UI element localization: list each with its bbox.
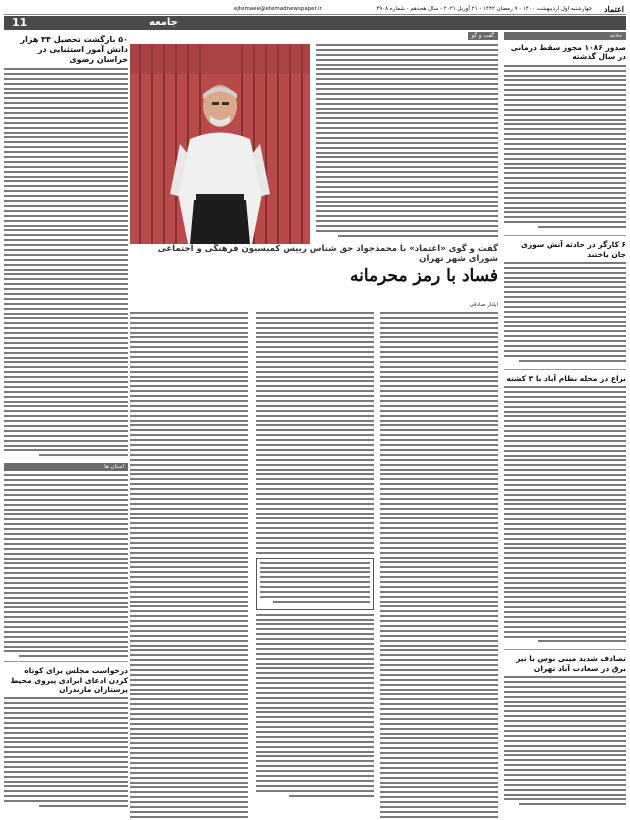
main-body-col-3 <box>130 312 248 820</box>
left-story-2 <box>4 666 128 807</box>
main-tag: گفت و گو <box>468 32 498 40</box>
main-intro-text <box>316 44 498 240</box>
left-column <box>4 32 128 812</box>
right-story-2 <box>504 240 626 362</box>
section-title: جامعه <box>149 17 178 28</box>
main-interview <box>130 32 498 812</box>
left-provinces-body <box>4 474 128 657</box>
main-body-col-1 <box>380 312 498 820</box>
left-story-1-headline: ۵۰ بازگشت تحصیل ۳۴ هزار دانش آموز استثنایی در خراسان رضوی <box>20 35 128 64</box>
section-bar <box>4 16 626 30</box>
left-story-2-headline: درخواست مجلس برای کوتاه کردن ادعای ایرادی پیروی محیط پرستاران مازندران <box>10 666 128 695</box>
pull-quote <box>256 558 374 610</box>
main-body-col-2 <box>256 312 374 800</box>
left-column-tag: استان ها <box>4 463 128 471</box>
newspaper-header <box>4 4 626 30</box>
header-top-strip <box>4 4 626 15</box>
right-story-1-headline: صدور ۱۰۸۶ مجوز سقط درمانی در سال گذشته <box>510 43 626 62</box>
right-story-2-headline: ۶ کارگر در حادثه آتش سوزی جان باختند <box>520 240 626 259</box>
right-story-4-body <box>504 676 626 805</box>
masthead-logo: اعتماد <box>603 4 624 14</box>
main-title: فساد با رمز محرمانه <box>350 266 498 286</box>
main-supertitle: گفت و گوی «اعتماد» با محمدجواد حق شناس رییس کمیسیون فرهنگی و اجتماعی شورای شهر تهران <box>157 244 498 264</box>
main-byline: ایلناز صادقی <box>469 302 498 308</box>
right-story-1 <box>504 43 626 228</box>
interviewee-photo <box>130 44 310 244</box>
right-story-4 <box>504 654 626 805</box>
left-story-1 <box>4 35 128 456</box>
issue-date-line: چهارشنبه اول اردیبهشت ۱۴۰۰ - ۹ رمضان ۱۴۴۲ - ۲۱ آوریل ۲۰۲۱ - سال هجدهم - شماره ۴۹۰۸ <box>376 6 592 12</box>
left-story-2-body <box>4 697 128 807</box>
main-title-block <box>130 244 498 300</box>
right-story-1-body <box>504 65 626 228</box>
right-column-tag: حادثه <box>504 32 626 40</box>
right-story-3 <box>504 374 626 643</box>
right-column <box>504 32 626 812</box>
left-story-1-body <box>4 68 128 456</box>
section-email: ejtemaee@etemadnewspaper.ir <box>234 6 322 12</box>
portrait-image <box>130 44 310 244</box>
right-story-2-body <box>504 262 626 362</box>
right-story-3-headline: نزاع در محله نظام آباد با ۳ کشته <box>506 373 626 383</box>
right-story-4-headline: تصادف شدید مینی بوس با تیر برق در سعادت آباد تهران <box>516 654 626 673</box>
right-story-3-body <box>504 386 626 642</box>
page-number: 11 <box>12 16 28 29</box>
